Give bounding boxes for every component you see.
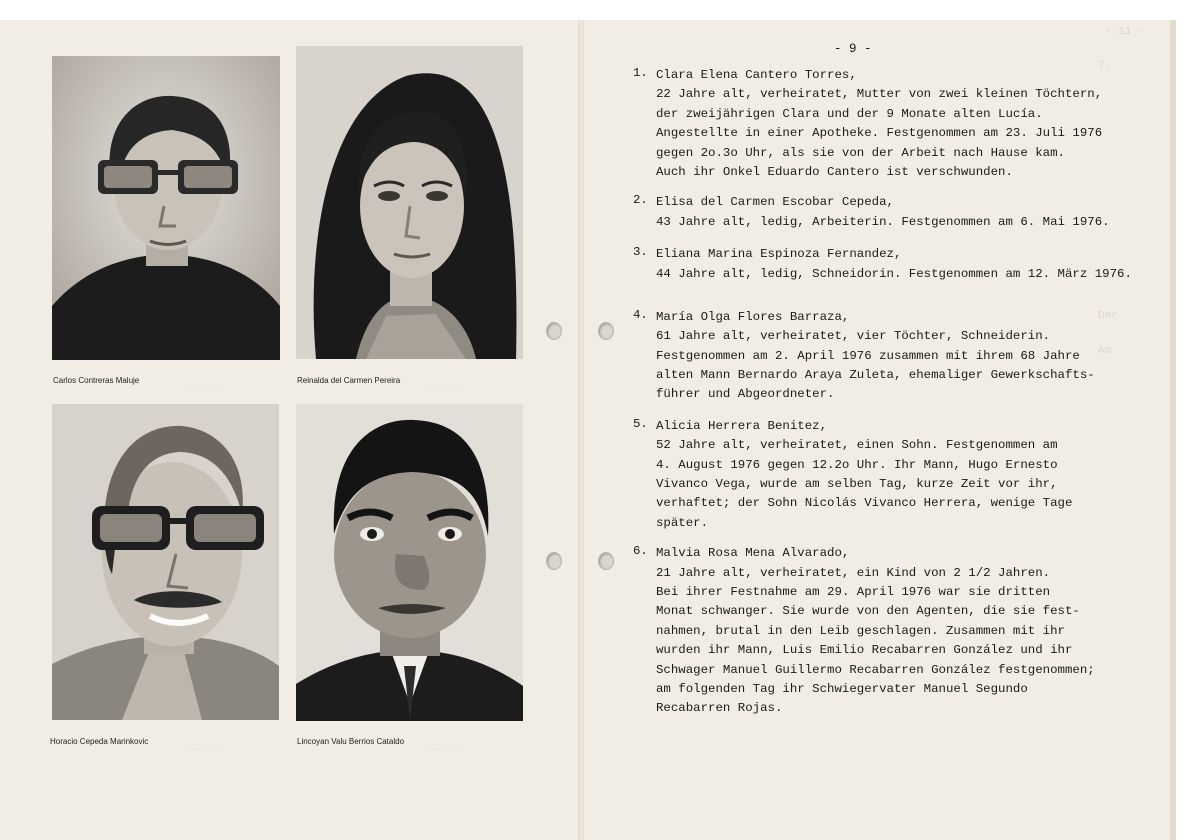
photo-caption: Lincoyan Valu Berrios Cataldo [297, 737, 405, 746]
page-edge [1170, 20, 1176, 840]
page-number: - 9 - [834, 42, 872, 56]
bleed-through-text: Der [1098, 310, 1118, 322]
portrait-photo [52, 404, 279, 720]
entry-line: Monat schwanger. Sie wurde von den Agenten, die sie fest- [656, 604, 1080, 619]
list-item [633, 193, 1153, 232]
entry-line: Malvia Rosa Mena Alvarado, [656, 546, 850, 561]
entry-line: wurden ihr Mann, Luis Emilio Recabarren González und ihr [656, 643, 1073, 658]
list-item [633, 308, 1153, 405]
entry-line: führer und Abgeordneter. [656, 387, 835, 402]
bleed-through-text: 7. [1098, 60, 1112, 72]
entry-line: verhaftet; der Sohn Nicolás Vivanco Herrera, wenige Tage [656, 496, 1073, 511]
list-item [633, 245, 1153, 284]
entry-line: Auch ihr Onkel Eduardo Cantero ist verschwunden. [656, 164, 1013, 179]
entry-line: Angestellte in einer Apotheke. Festgenommen am 23. Juli 1976 [656, 126, 1103, 141]
punch-hole [546, 322, 562, 340]
entry-line: später. [656, 515, 709, 530]
portrait-photo [296, 46, 523, 359]
list-item [633, 66, 1153, 182]
bleed-through-text: · · · · · · · [190, 384, 222, 393]
entry-line: 21 Jahre alt, verheiratet, ein Kind von 2 1/2 Jahren. [656, 565, 1051, 580]
entry-line: Festgenommen am 2. April 1976 zusammen mit ihrem 68 Jahre [656, 348, 1080, 363]
entry-line: am folgenden Tag ihr Schwiegervater Manuel Segundo [656, 681, 1028, 696]
entry-line: Elisa del Carmen Escobar Cepeda, [656, 195, 894, 210]
bleed-through-text: · · · · · · · [430, 384, 462, 393]
bleed-through-text: Am [1098, 345, 1112, 357]
entry-number: 2. [633, 193, 648, 208]
entry-line: María Olga Flores Barraza, [656, 309, 850, 324]
photo-caption: Carlos Contreras Maluje [53, 376, 140, 385]
entry-line: 22 Jahre alt, verheiratet, Mutter von zwei kleinen Töchtern, [656, 87, 1103, 102]
bleed-through-text: - 11 - [1105, 26, 1145, 38]
entry-line: nahmen, brutal in den Leib geschlagen. Zusammen mit ihr [656, 623, 1065, 638]
entry-line: gegen 2o.3o Uhr, als sie von der Arbeit nach Hause kam. [656, 145, 1065, 160]
photo-caption: Reinalda del Carmen Pereira [297, 376, 401, 385]
entry-number: 1. [633, 66, 648, 80]
entry-line: Schwager Manuel Guillermo Recabarren González festgenommen; [656, 662, 1095, 677]
entry-line: alten Mann Bernardo Araya Zuleta, ehemaliger Gewerkschafts- [656, 368, 1095, 383]
entry-line: 4. August 1976 gegen 12.2o Uhr. Ihr Mann, Hugo Ernesto [656, 457, 1058, 472]
entry-line: Vivanco Vega, wurde am selben Tag, kurze Zeit vor ihr, [656, 477, 1058, 492]
victim-list [633, 66, 1153, 719]
entry-line: Alicia Herrera Benitez, [656, 418, 828, 433]
portrait-photo [52, 56, 280, 360]
list-item [633, 544, 1153, 719]
bleed-through-text: · · · · · · · [190, 745, 222, 754]
punch-hole [546, 552, 562, 570]
entry-number: 6. [633, 544, 648, 559]
entry-line: 61 Jahre alt, verheiratet, vier Töchter, Schneiderin. [656, 329, 1051, 344]
entry-line: Bei ihrer Festnahme am 29. April 1976 war sie dritten [656, 584, 1051, 599]
entry-line: Clara Elena Cantero Torres, [656, 68, 857, 82]
entry-number: 3. [633, 245, 648, 260]
entry-line: Recabarren Rojas. [656, 701, 783, 716]
entry-line: Eliana Marina Espinoza Fernandez, [656, 247, 902, 262]
photo-caption: Horacio Cepeda Marinkovic [50, 737, 149, 746]
entry-number: 5. [633, 416, 648, 431]
punch-hole [598, 322, 614, 340]
entry-line: 43 Jahre alt, ledig, Arbeiterin. Festgenommen am 6. Mai 1976. [656, 214, 1110, 229]
list-item [633, 417, 1153, 533]
entry-number: 4. [633, 307, 648, 322]
entry-line: 44 Jahre alt, ledig, Schneidorin. Festgenommen am 12. März 1976. [656, 266, 1132, 281]
entry-line: der zweijährigen Clara und der 9 Monate alten Lucía. [656, 106, 1043, 121]
portrait-photo [296, 404, 523, 721]
bleed-through-text: · · · · · · · [430, 745, 462, 754]
punch-hole [598, 552, 614, 570]
entry-line: 52 Jahre alt, verheiratet, einen Sohn. Festgenommen am [656, 438, 1058, 453]
page-gutter [578, 20, 584, 840]
